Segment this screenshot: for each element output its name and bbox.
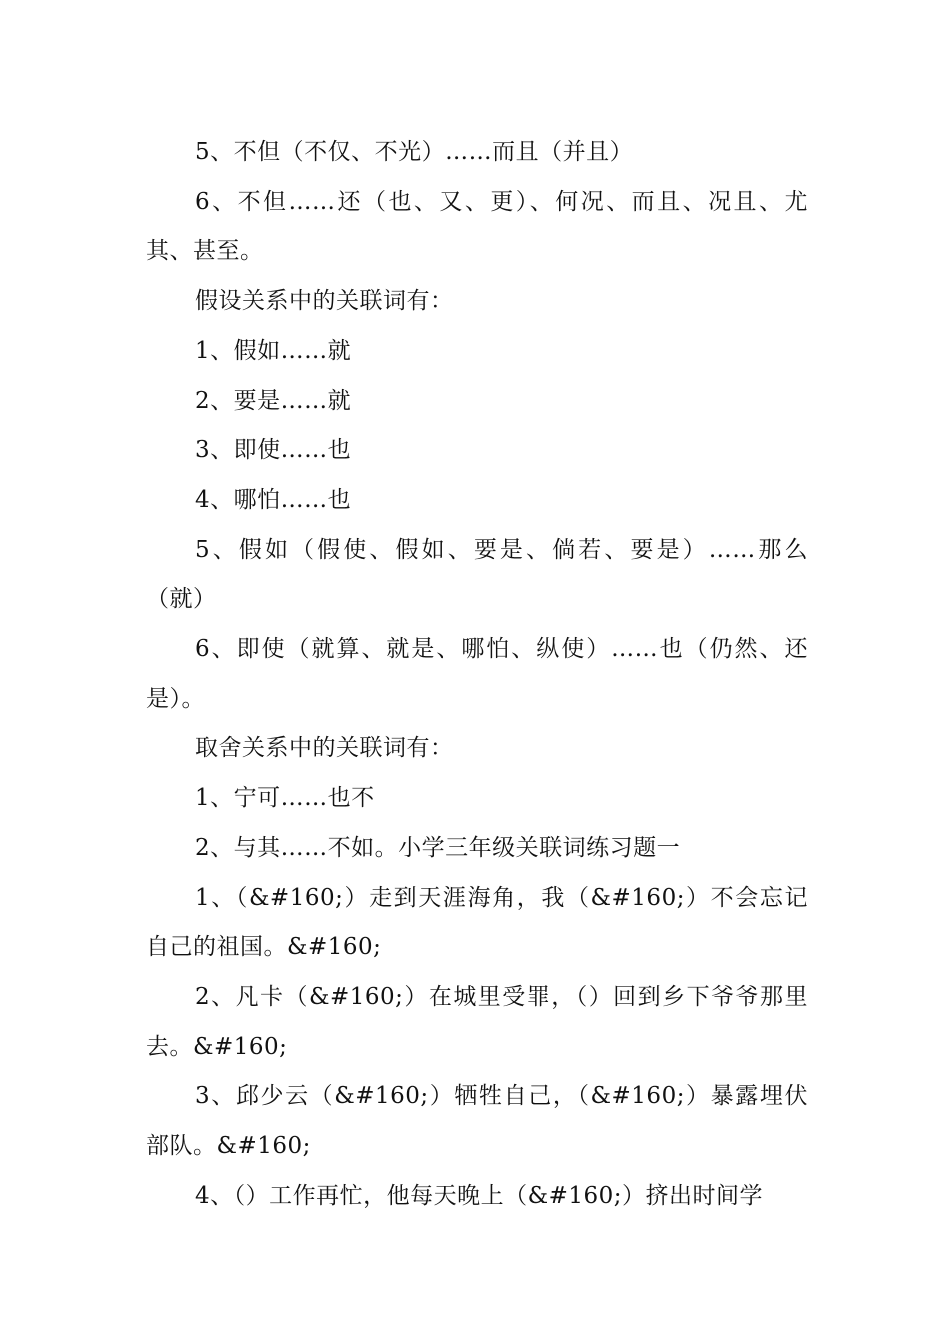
paragraph: 2、与其……不如。小学三年级关联词练习题一: [195, 834, 681, 861]
paragraph: 4、哪怕……也: [195, 486, 352, 513]
exercise-item: 1、（&#160;）走到天涯海角，我（&#160;）不会忘记自己的祖国。&#160;: [146, 884, 808, 961]
section-heading: 假设关系中的关联词有：: [195, 288, 454, 315]
section-heading: 取舍关系中的关联词有：: [195, 735, 454, 762]
paragraph: 1、宁可……也不: [195, 785, 375, 812]
document-body: [146, 128, 808, 1221]
paragraph: 2、要是……就: [195, 387, 352, 414]
exercise-item: 4、（）工作再忙，他每天晚上（&#160;）挤出时间学: [195, 1182, 764, 1209]
exercise-item: 3、邱少云（&#160;）牺牲自己，（&#160;）暴露埋伏部队。&#160;: [146, 1083, 808, 1160]
paragraph: 3、即使……也: [195, 437, 352, 464]
paragraph: 5、不但（不仅、不光）……而且（并且）: [195, 139, 634, 165]
paragraph: 6、即使（就算、就是、哪怕、纵使）……也（仍然、还是）。: [146, 636, 808, 712]
paragraph: 6、不但……还（也、又、更）、何况、而且、况且、尤其、甚至。: [146, 188, 808, 265]
paragraph: 1、假如……就: [195, 337, 352, 364]
paragraph: 5、假如（假使、假如、要是、倘若、要是）……那么（就）: [146, 536, 808, 613]
exercise-item: 2、凡卡（&#160;）在城里受罪，（）回到乡下爷爷那里去。&#160;: [146, 983, 808, 1060]
